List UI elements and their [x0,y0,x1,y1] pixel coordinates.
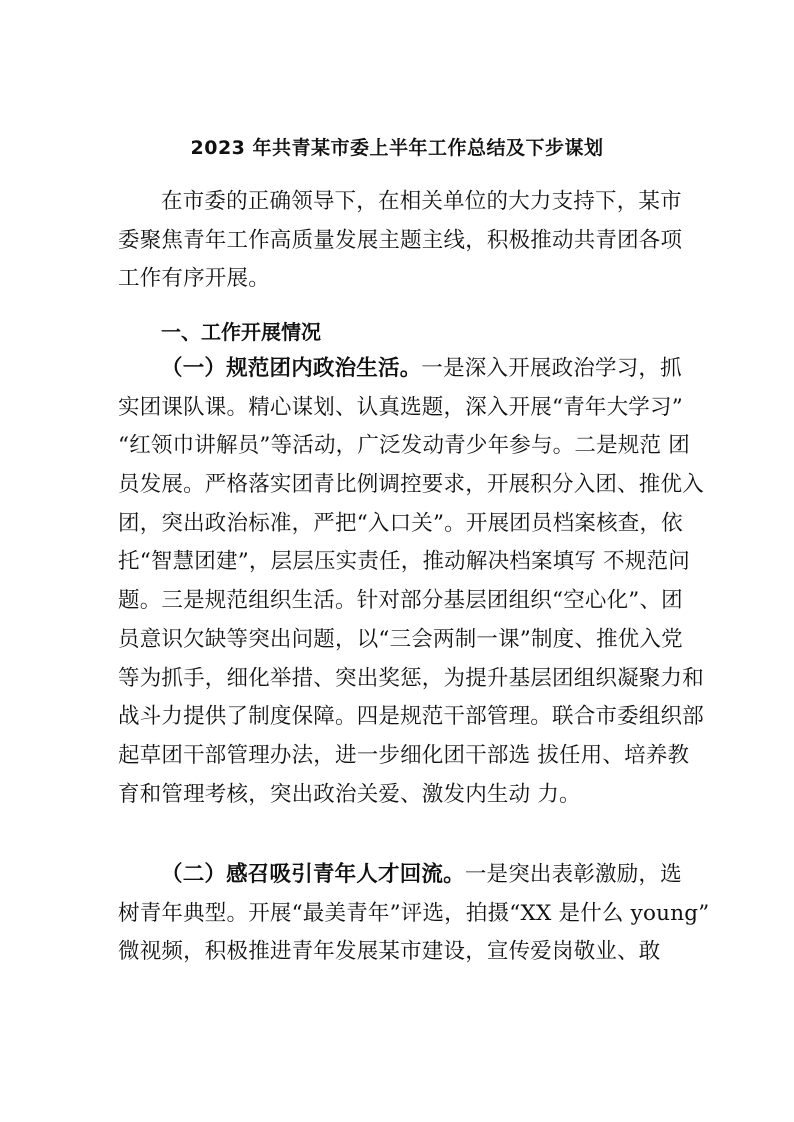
subsection-1-first-line [118,350,682,389]
paragraph-line: 托“智慧团建”，层层压实责任，推动解决档案填写 不规范问 [118,549,690,575]
intro-paragraph [118,183,682,299]
paragraph-line: 战斗力提供了制度保障。四是规范干部管理。联合市委组织部 [118,704,704,730]
paragraph-line: 起草团干部管理办法，进一步细化团干部选 拔任用、培养教 [118,742,690,768]
paragraph-line: 员意识欠缺等突出问题，以“三会两制一课”制度、推优入党 [118,626,683,652]
paragraph-line: 微视频，积极推进青年发展某市建设，宣传爱岗敬业、敢 [118,939,661,965]
subsection-1-text: 一是深入开展政治学习，抓 [421,356,682,381]
section-heading: 一、工作开展情况 [161,320,321,344]
subsection-1 [118,350,704,814]
subsection-1-heading: （一）规范团内政治生活。 [161,356,422,381]
section-heading-block [118,313,682,351]
intro-line: 工作有序开展。 [118,266,270,292]
intro-line: 在市委的正确领导下，在相关单位的大力支持下，某市 [161,189,682,214]
paragraph-line: 员发展。严格落实团青比例调控要求，开展积分入团、推优入 [118,472,704,498]
subsection-2 [118,856,710,972]
intro-line: 委聚焦青年工作高质量发展主题主线，积极推动共青团各项 [118,227,683,253]
paragraph-line: 育和管理考核，突出政治关爱、激发内生动 力。 [118,781,581,807]
paragraph-line: “红领巾讲解员”等活动，广泛发动青少年参与。二是规范 团 [118,433,690,459]
paragraph-line: 树青年典型。开展“最美青年”评选，拍摄“XX 是什么 young” [118,900,710,926]
document-title: 2023 年共青某市委上半年工作总结及下步谋划 [190,137,604,159]
subsection-2-heading: （二）感召吸引青年人才回流。 [161,862,465,887]
subsection-2-first-line [118,856,682,895]
paragraph-line: 题。三是规范组织生活。针对部分基层团组织“空心化”、团 [118,588,683,614]
paragraph-line: 团，突出政治标准，严把“入口关”。开展团员档案核查，依 [118,510,683,536]
paragraph-line: 等为抓手，细化举措、突出奖惩，为提升基层团组织凝聚力和 [118,665,704,691]
paragraph-line: 实团课队课。精心谋划、认真选题，深入开展“青年大学习” [118,394,683,420]
subsection-2-text: 一是突出表彰激励，选 [464,862,682,887]
